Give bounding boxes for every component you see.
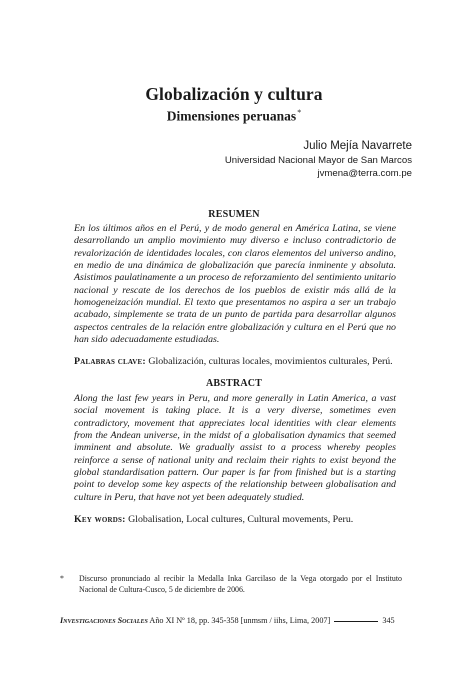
page-number: 345 [382,616,395,625]
issue-details: Año XI Nº 18, pp. 345-358 [unmsm / iihs, Lima, 2007] [147,616,331,625]
keywords-english-label: Key words: [74,514,126,525]
resumen-heading: RESUMEN [208,209,260,220]
keywords-english-text: Globalisation, Local cultures, Cultural movements, Peru. [125,514,354,525]
journal-name: Investigaciones Sociales [60,616,148,625]
abstract-heading: ABSTRACT [205,378,263,389]
author-affiliation: Universidad Nacional Mayor de San Marcos [224,155,412,166]
article-title: Globalización y cultura [145,84,323,104]
article-subtitle [0,108,468,125]
keywords-spanish-label: Palabras clave: [74,356,146,367]
author-email: jvmena@terra.com.pe [317,168,412,179]
keywords-spanish-text: Globalización, culturas locales, movimientos culturales, Perú. [145,356,393,367]
keywords-spanish [74,356,396,368]
footnote [60,574,402,595]
footnote-reference-mark: * [297,108,302,117]
keywords-english [74,514,396,526]
author-name: Julio Mejía Navarrete [303,140,412,152]
page-footer [60,616,408,625]
footnote-text: Discurso pronunciado al recibir la Medalla Inka Garcilaso de la Vega otorgado por el Instituto Nacional de Cultura-Cusco, 5 de diciembre de 2006. [79,574,402,594]
resumen-paragraph: En los últimos años en el Perú, y de modo general en América Latina, se viene desarrollando un amplio movimiento muy diverso e incluso contradictorio de revalorización de identidades locales, con claros elementos del universo andino, en medio de una dinámica de globalización que parecía inminente y absoluta. Asistimos paulatinamente a un proceso de reforzamiento del sentimiento unitario nacional y rescate de los derechos de los pueblos de existir más allá de la homogeneización mundial. El texto que presentamos no aspira a ser un trabajo acabado, simplemente se trata de un punto de partida para desarrollar algunos aspectos centrales de la relación entre globalización y cultura en el Perú que no han sido adecuadamente estudiadas. [74,223,396,346]
footer-rule [334,621,378,622]
abstract-paragraph: Along the last few years in Peru, and more generally in Latin America, a vast social movement is taking place. It is a very diverse, sometimes even contradictory, movement that appreciates local identities with clear elements from the Andean universe, in the midst of a globalisation dynamics that seemed imminent and absolute. We gradually assist to a process whereby peoples reinforce a sense of national unity and reclaim their rights to exist beyond the global standardisation pattern. Our paper is far from finished but is a starting point to develop some key aspects of the relationship between globalisation and culture in Peru, that have not yet been adequately studied. [74,393,396,503]
footnote-mark: * [60,574,64,583]
subtitle-text: Dimensiones peruanas [166,108,297,124]
author-block [225,138,412,180]
